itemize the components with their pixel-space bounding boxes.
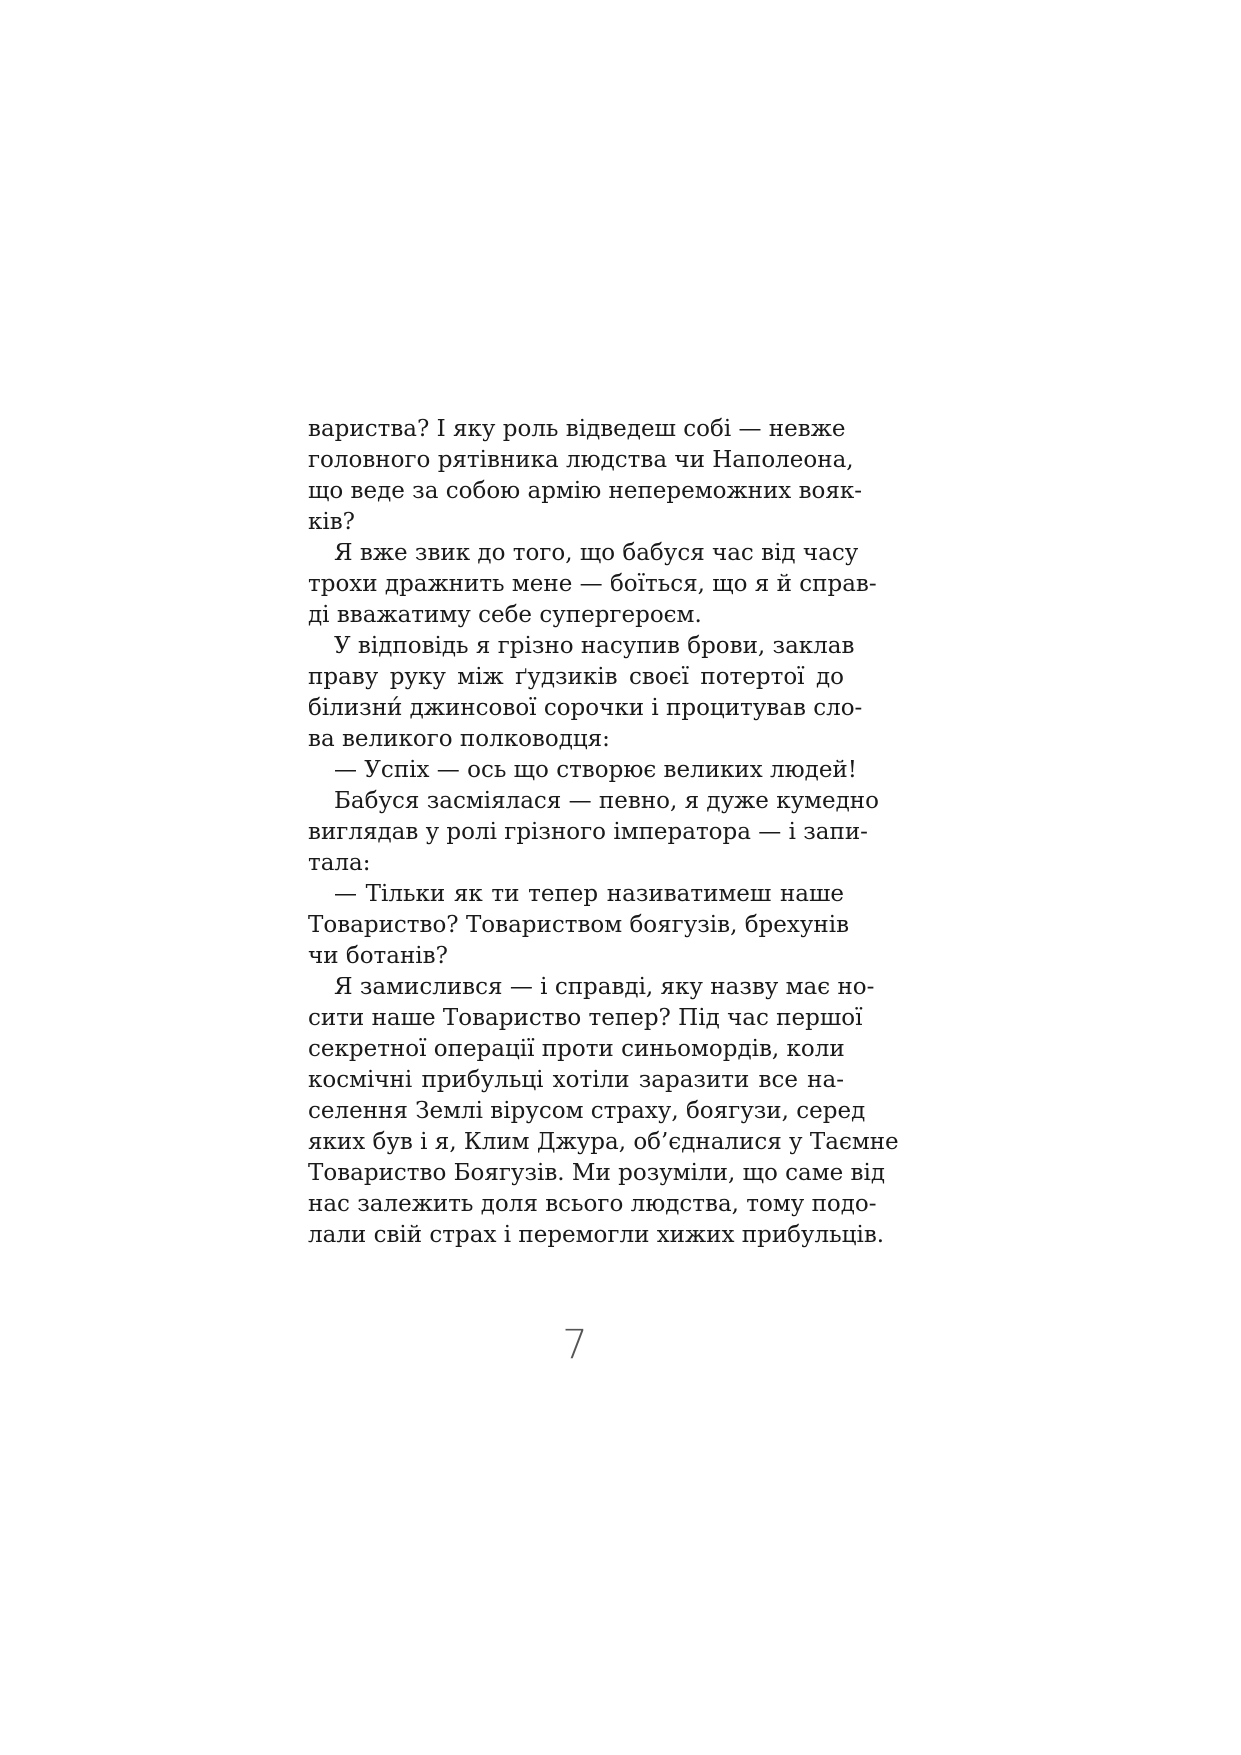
- paragraph: [308, 786, 879, 879]
- text-line: тала:: [308, 850, 371, 876]
- text-line: У відповідь я грізно насупив брови, заклав: [334, 633, 855, 659]
- text-line: Я замислився — і справді, яку назву має но-: [334, 974, 875, 1000]
- text-line: білизни́ джинсової сорочки і процитував сло-: [308, 695, 863, 721]
- text-line: вариства? І яку роль відведеш собі — невже: [308, 416, 846, 442]
- text-line: космічні прибульці хотіли заразити все на-: [308, 1067, 844, 1093]
- text-line: ків?: [308, 509, 356, 535]
- text-line: Товариство Боягузів. Ми розуміли, що саме від: [308, 1160, 885, 1186]
- text-line: чи ботанів?: [308, 943, 448, 969]
- text-line: що веде за собою армію непереможних вояк-: [308, 478, 863, 504]
- paragraph: [308, 538, 877, 631]
- text-line: — Тільки як ти тепер називатимеш наше: [334, 881, 844, 907]
- page-number: 7: [562, 1322, 588, 1368]
- text-line: ва великого полководця:: [308, 726, 610, 752]
- paragraph: [308, 414, 863, 538]
- text-line: секретної операції проти синьомордів, коли: [308, 1036, 845, 1062]
- text-line: сити наше Товариство тепер? Під час першої: [308, 1005, 863, 1031]
- paragraph: [308, 972, 899, 1251]
- text-line: головного рятівника людства чи Наполеона,: [308, 447, 854, 473]
- text-line: Товариство? Товариством боягузів, брехунів: [308, 912, 850, 938]
- text-line: нас залежить доля всього людства, тому подо-: [308, 1191, 877, 1217]
- text-line: Бабуся засміялася — певно, я дуже кумедно: [334, 788, 879, 814]
- paragraph: [308, 631, 863, 755]
- text-line: праву руку між ґудзиків своєї потертої до: [308, 664, 844, 690]
- text-line: ді вважатиму себе супергероєм.: [308, 602, 702, 628]
- text-line: Я вже звик до того, що бабуся час від часу: [334, 540, 859, 566]
- paragraph: [308, 755, 858, 786]
- text-line: трохи дражнить мене — боїться, що я й справ-: [308, 571, 877, 597]
- text-line: яких був і я, Клим Джура, об’єдналися у Таємне: [308, 1129, 899, 1155]
- body-text: [308, 414, 899, 1251]
- text-line: виглядав у ролі грізного імператора — і запи-: [308, 819, 868, 845]
- text-line: селення Землі вірусом страху, боягузи, серед: [308, 1098, 866, 1124]
- text-line: лали свій страх і перемогли хижих прибульців.: [308, 1222, 885, 1248]
- text-line: — Успіх — ось що створює великих людей!: [334, 757, 858, 783]
- paragraph: [308, 879, 850, 972]
